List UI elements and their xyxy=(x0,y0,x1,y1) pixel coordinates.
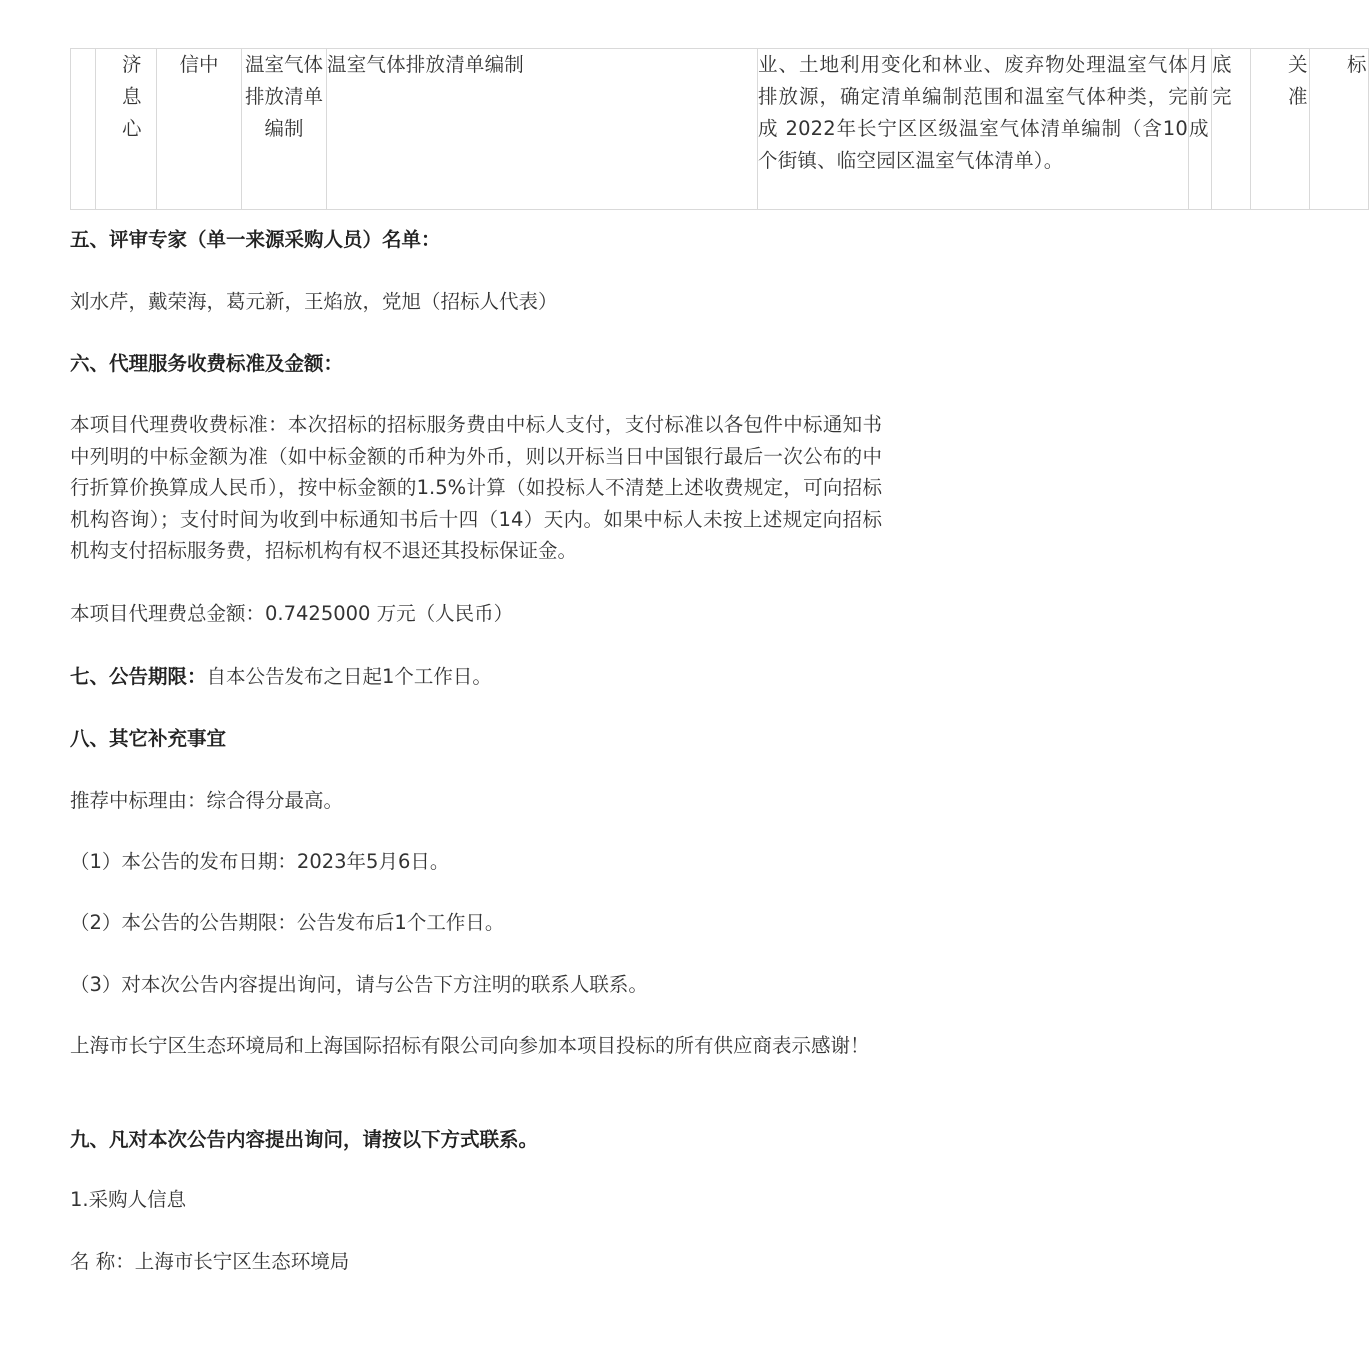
section8-heading: 八、其它补充事宜 xyxy=(70,727,227,750)
section9-heading: 九、凡对本次公告内容提出询问，请按以下方式联系。 xyxy=(70,1128,539,1151)
notice-item: （1）本公告的发布日期：2023年5月6日。 xyxy=(70,850,450,873)
notice-item: （2）本公告的公告期限：公告发布后1个工作日。 xyxy=(70,911,505,934)
section5-heading: 五、评审专家（单一来源采购人员）名单： xyxy=(70,228,441,251)
table-cell xyxy=(327,49,758,210)
table-cell xyxy=(1310,49,1369,210)
cell-text: 底完 xyxy=(1212,53,1232,108)
table-cell xyxy=(96,49,157,210)
section7 xyxy=(70,661,882,693)
cell-text: 标 xyxy=(1347,53,1367,76)
table-cell xyxy=(157,49,242,210)
cell-text: 信中 xyxy=(179,53,219,76)
notice-item: （3）对本次公告内容提出询问，请与公告下方注明的联系人联系。 xyxy=(70,973,648,996)
purchaser-name: 名 称：上海市长宁区生态环境局 xyxy=(70,1250,350,1273)
section6-heading: 六、代理服务收费标准及金额： xyxy=(70,352,344,375)
table-cell xyxy=(1189,49,1212,210)
table-row xyxy=(71,49,1369,210)
section7-text: 自本公告发布之日起1个工作日。 xyxy=(206,665,492,688)
recommend-reason: 推荐中标理由：综合得分最高。 xyxy=(70,789,344,812)
project-table-fragment xyxy=(70,48,1369,210)
fee-standard: 本项目代理费收费标准：本次招标的招标服务费由中标人支付，支付标准以各包件中标通知书中列明的中标金额为准（如中标金额的币种为外币，则以开标当日中国银行最后一次公布的中行折算价换算成人民币），按中标金额的1.5%计算（如投标人不清楚上述收费规定，可向招标机构咨询）；支付时间为收到中标通知书后十四（14）天内。如果中标人未按上述规定向招标机构支付招标服务费，招标机构有权不退还其投标保证金。 xyxy=(70,413,882,562)
expert-list: 刘水芹，戴荣海，葛元新，王焰放，党旭（招标人代表） xyxy=(70,290,558,313)
thanks-text: 上海市长宁区生态环境局和上海国际招标有限公司向参加本项目投标的所有供应商表示感谢！ xyxy=(70,1034,870,1057)
table-cell xyxy=(1212,49,1251,210)
purchaser-title: 1.采购人信息 xyxy=(70,1188,187,1211)
cell-text: 温室气体排放清单编制 xyxy=(244,53,323,140)
section7-heading: 七、公告期限： xyxy=(70,665,207,688)
cell-text: 温室气体排放清单编制 xyxy=(327,53,525,76)
cell-text: 济息心 xyxy=(122,53,142,140)
cell-text: 月前成 xyxy=(1189,53,1209,140)
fee-total: 本项目代理费总金额：0.7425000 万元（人民币） xyxy=(70,602,514,625)
table-cell xyxy=(758,49,1189,210)
cell-text: 业、土地利用变化和林业、废弃物处理温室气体排放源，确定清单编制范围和温室气体种类，完成 2022年长宁区区级温室气体清单编制（含10个街镇、临空园区温室气体清单）。 xyxy=(758,53,1188,172)
table-cell xyxy=(71,49,96,210)
table-cell xyxy=(1251,49,1310,210)
table-cell xyxy=(242,49,327,210)
cell-text: 关准 xyxy=(1288,53,1308,108)
